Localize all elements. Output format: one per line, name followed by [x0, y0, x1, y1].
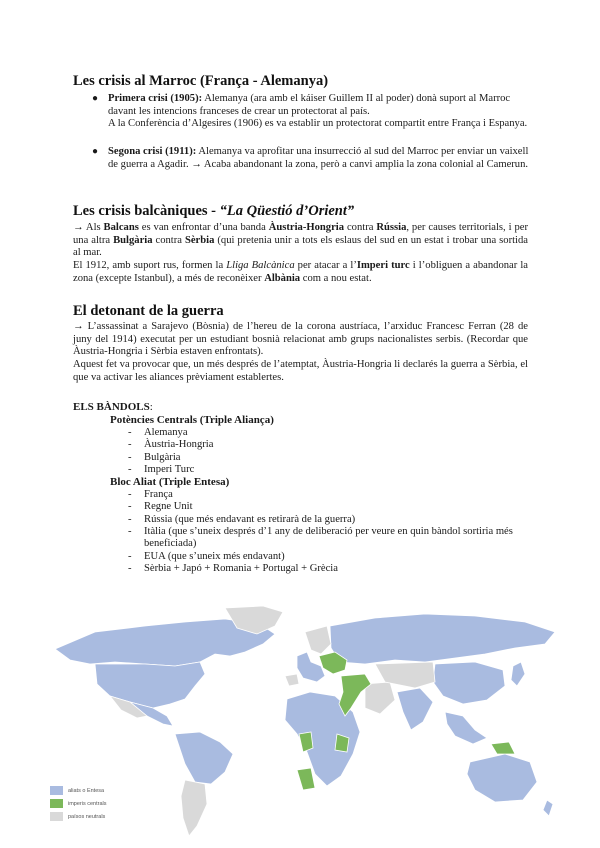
map-japan — [511, 662, 525, 686]
map-india — [397, 688, 433, 730]
list-item: - Itàlia (que s’uneix després d’1 any de deliberació per veure en quin bàndol sortiria més beneficiada) — [128, 526, 533, 551]
balcans-text — [73, 222, 528, 286]
group-title-central: Potències Centrals (Triple Aliança) — [110, 414, 274, 426]
bullet-segona-crisi — [92, 146, 532, 171]
map-china-japan — [433, 662, 505, 704]
detonant-text — [73, 321, 528, 385]
bullet-label: Primera crisi (1905): — [108, 93, 203, 104]
bullet-primera-crisi — [92, 93, 532, 131]
map-persia-arabia — [365, 682, 395, 714]
bandols-heading: ELS BÀNDOLS: — [73, 401, 153, 413]
legend-item: països neutrals — [50, 810, 107, 823]
list-item: - Rússia (que més endavant es retirarà de la guerra) — [128, 514, 533, 526]
group-title-aliat: Bloc Aliat (Triple Entesa) — [110, 476, 230, 489]
legend-swatch — [50, 799, 63, 808]
detonant-paragraph-2: Aquest fet va provocar que, un més després de l’atemptat, Àustria-Hongria li declarés la guerra a Sèrbia, el que va activar les aliances prèviament establertes. — [73, 359, 528, 383]
legend-item: imperis centrals — [50, 797, 107, 810]
bullet-label: Segona crisi (1911): — [108, 146, 197, 157]
map-se-asia — [445, 712, 487, 744]
map-spain — [285, 674, 299, 686]
list-item: - França — [128, 489, 533, 501]
map-brazil — [175, 732, 233, 784]
bullet-text: Alemanya (ara amb el káiser Guillem II al poder) donà suport al Marroc davant les intencions franceses de crear un protectorat al país. — [108, 93, 511, 117]
balcans-paragraph-1: → Als Balcans es van enfrontar d’una banda Àustria-Hongria contra Rússia, per causes territorials, i per una altra Bulgària contra Sèrbia (qui pretenia unir a tots els eslaus del sud en un estat i trobar una sortida al mar. — [73, 222, 528, 259]
bullet-dot-icon: ● — [92, 146, 99, 157]
detonant-paragraph-1: → L’assassinat a Sarajevo (Bòsnia) de l’hereu de la corona austríaca, l’arxiduc Francesc Ferran (28 de juny del 1914) executat per un estudiant bosnià relacionat amb grups nacionalistes serbis. (Recordar que Àustria-Hongria i Sèrbia estaven enfrontats). — [73, 321, 528, 358]
map-usa — [95, 662, 205, 708]
section-title-balcans: Les crisis balcàniques - “La Qüestió d’Orient” — [73, 203, 355, 219]
list-item: - EUA (que s’uneix més endavant) — [128, 551, 533, 563]
map-new-zealand — [543, 800, 553, 816]
map-sw-africa — [297, 768, 315, 790]
list-item: - Alemanya — [128, 427, 533, 439]
bullet-text: Alemanya va aprofitar una insurrecció al sud del Marroc per enviar un vaixell de guerra a Agadir. → Acaba abandonant la zona, però a canvi amplia la zona colonial al Camerun. — [108, 146, 529, 170]
map-new-guinea — [491, 742, 515, 754]
list-item: - Àustria-Hongria — [128, 439, 533, 451]
list-item: - Bulgària — [128, 452, 533, 464]
map-russia — [330, 614, 555, 664]
bandols-section — [73, 401, 533, 575]
section-title-detonant: El detonant de la guerra — [73, 303, 224, 319]
list-item: - Imperi Turc — [128, 464, 533, 476]
map-australia — [467, 754, 537, 802]
map-legend — [50, 784, 107, 823]
world-map — [35, 604, 580, 844]
legend-swatch — [50, 812, 63, 821]
bullet-dot-icon: ● — [92, 93, 99, 104]
legend-item: aliats o Entesa — [50, 784, 107, 797]
bullet-extra: A la Conferència d’Algesires (1906) es va establir un protectorat compartit entre França i Espanya. — [108, 118, 528, 130]
legend-swatch — [50, 786, 63, 795]
list-item: - Regne Unit — [128, 501, 533, 513]
list-item: - Sèrbia + Japó + Romania + Portugal + Grècia — [128, 563, 533, 575]
list-central — [73, 427, 533, 476]
section-title-marroc: Les crisis al Marroc (França - Alemanya) — [73, 73, 329, 89]
map-scandinavia — [305, 626, 331, 654]
map-central-africa-1 — [299, 732, 313, 752]
balcans-paragraph-2: El 1912, amb suport rus, formen la Lliga Balcànica per atacar a l’Imperi turc i l’obliguen a abandonar la zona (excepte Istanbul), a més de reconèixer Albània com a nou estat. — [73, 260, 528, 284]
list-aliat — [73, 489, 533, 575]
map-argentina — [181, 780, 207, 836]
